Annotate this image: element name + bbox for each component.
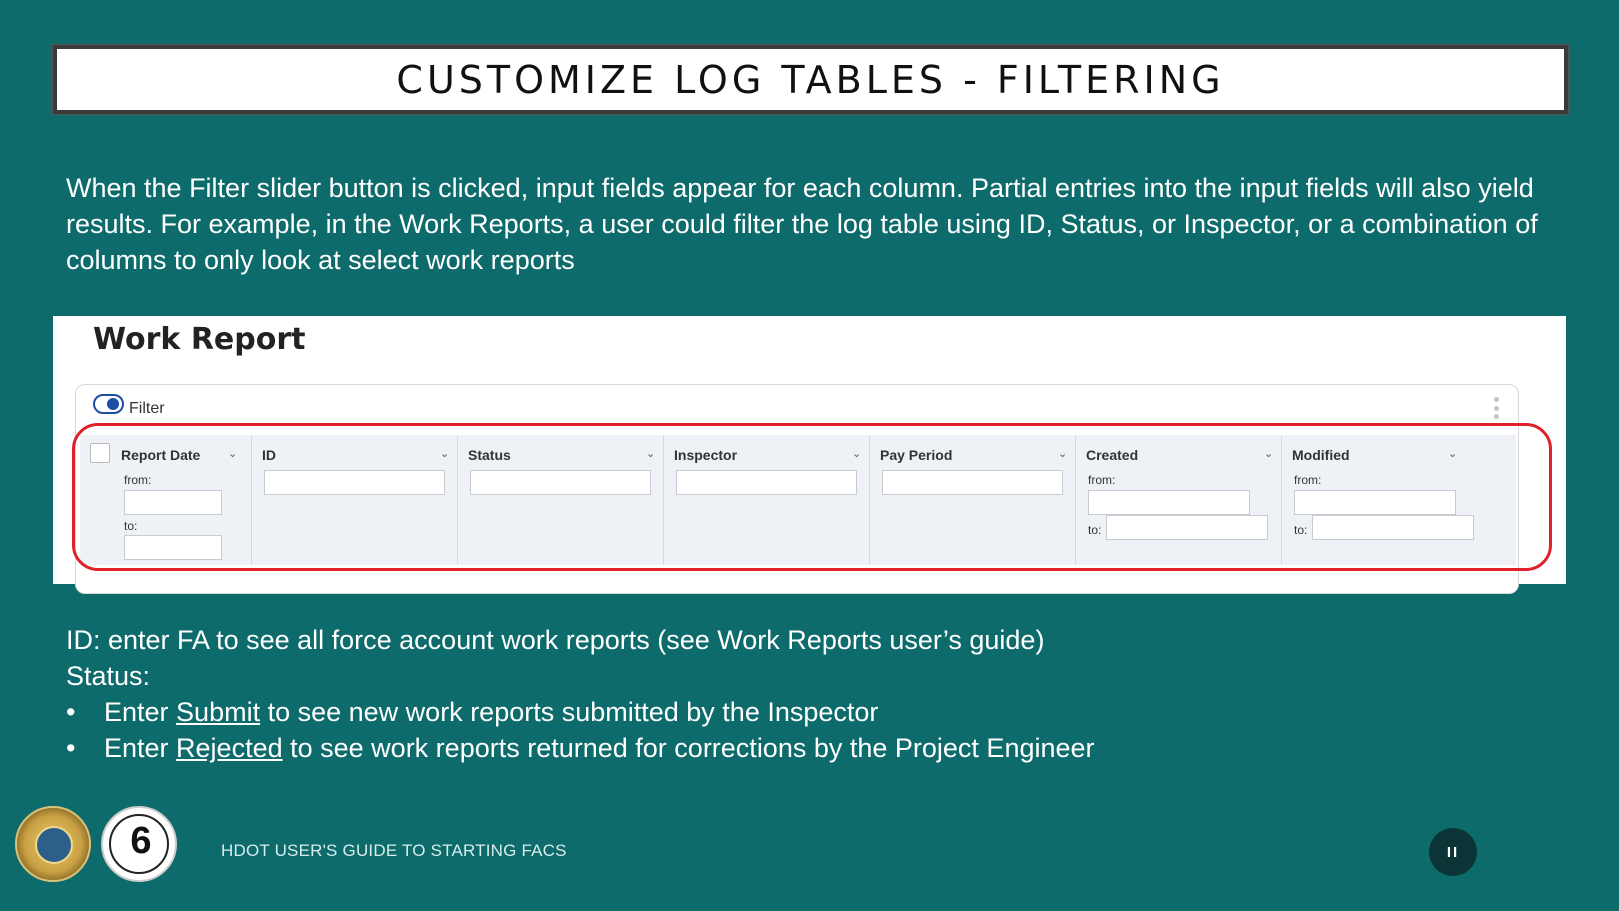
log-table-card <box>75 384 1519 594</box>
chevron-down-icon[interactable]: ⌄ <box>852 448 862 460</box>
created-to-input[interactable] <box>1106 515 1268 540</box>
bullet-submit: • Enter Submit to see new work reports submitted by the Inspector <box>66 694 1095 730</box>
status-label: Status: <box>66 661 151 691</box>
created-from-input[interactable] <box>1088 490 1250 515</box>
modified-from-input[interactable] <box>1294 490 1456 515</box>
chevron-down-icon[interactable]: ⌄ <box>440 448 450 460</box>
modified-to-input[interactable] <box>1312 515 1474 540</box>
toggle-knob <box>107 398 119 410</box>
id-filter-input[interactable] <box>264 470 445 495</box>
id-note: ID: enter FA to see all force account work reports (see Work Reports user’s guide) <box>66 625 1045 655</box>
report-date-to-input[interactable] <box>124 535 222 560</box>
slide-title: CUSTOMIZE LOG TABLES - FILTERING <box>396 57 1225 102</box>
kebab-menu-icon[interactable] <box>1494 397 1500 419</box>
column-id <box>252 435 458 565</box>
column-created <box>1076 435 1282 565</box>
column-inspector <box>664 435 870 565</box>
keyword-submit: Submit <box>176 697 261 727</box>
column-name[interactable]: Pay Period <box>880 447 953 463</box>
filter-label: Filter <box>129 400 165 417</box>
to-label: to: <box>1294 523 1308 537</box>
filter-toggle[interactable] <box>93 394 124 414</box>
chevron-down-icon[interactable]: ⌄ <box>1448 448 1458 460</box>
column-pay-period <box>870 435 1076 565</box>
pay-period-filter-input[interactable] <box>882 470 1063 495</box>
notes-section <box>66 622 1095 766</box>
column-name[interactable]: Inspector <box>674 447 738 463</box>
status-bullets <box>66 694 1095 766</box>
pause-icon[interactable]: II <box>1429 828 1477 876</box>
bullet-rejected: • Enter Rejected to see work reports returned for corrections by the Project Engineer <box>66 730 1095 766</box>
hdot-seal-logo: 6 <box>101 806 177 882</box>
inspector-filter-input[interactable] <box>676 470 857 495</box>
chevron-down-icon[interactable]: ⌄ <box>1264 448 1274 460</box>
slide-title-box <box>53 45 1568 114</box>
column-name[interactable]: Report Date <box>121 447 201 463</box>
filter-header-row <box>80 435 1516 565</box>
footer-text: HDOT USER'S GUIDE TO STARTING FACS <box>221 841 567 860</box>
panel-title: Work Report <box>93 322 306 357</box>
intro-paragraph: When the Filter slider button is clicked, input fields appear for each column. Partial entries into the input fields will also yield results. For example, in the Work Reports, a user could filter the log table using ID, Status, or Inspector, or a combination of columns to only look at select work reports <box>66 173 1538 275</box>
column-name[interactable]: Created <box>1086 447 1139 463</box>
column-name[interactable]: ID <box>262 447 276 463</box>
to-label: to: <box>1088 523 1102 537</box>
column-name[interactable]: Modified <box>1292 447 1350 463</box>
from-label: from: <box>1294 473 1322 487</box>
from-label: from: <box>124 473 152 487</box>
column-name[interactable]: Status <box>468 447 511 463</box>
column-status <box>458 435 664 565</box>
column-report-date <box>80 435 252 565</box>
to-label: to: <box>124 519 138 533</box>
from-label: from: <box>1088 473 1116 487</box>
report-date-from-input[interactable] <box>124 490 222 515</box>
keyword-rejected: Rejected <box>176 733 283 763</box>
chevron-down-icon[interactable]: ⌄ <box>228 448 238 460</box>
status-filter-input[interactable] <box>470 470 651 495</box>
chevron-down-icon[interactable]: ⌄ <box>1058 448 1068 460</box>
chevron-down-icon[interactable]: ⌄ <box>646 448 656 460</box>
state-seal-logo <box>15 806 91 882</box>
column-modified <box>1282 435 1512 565</box>
work-report-panel <box>53 316 1566 584</box>
